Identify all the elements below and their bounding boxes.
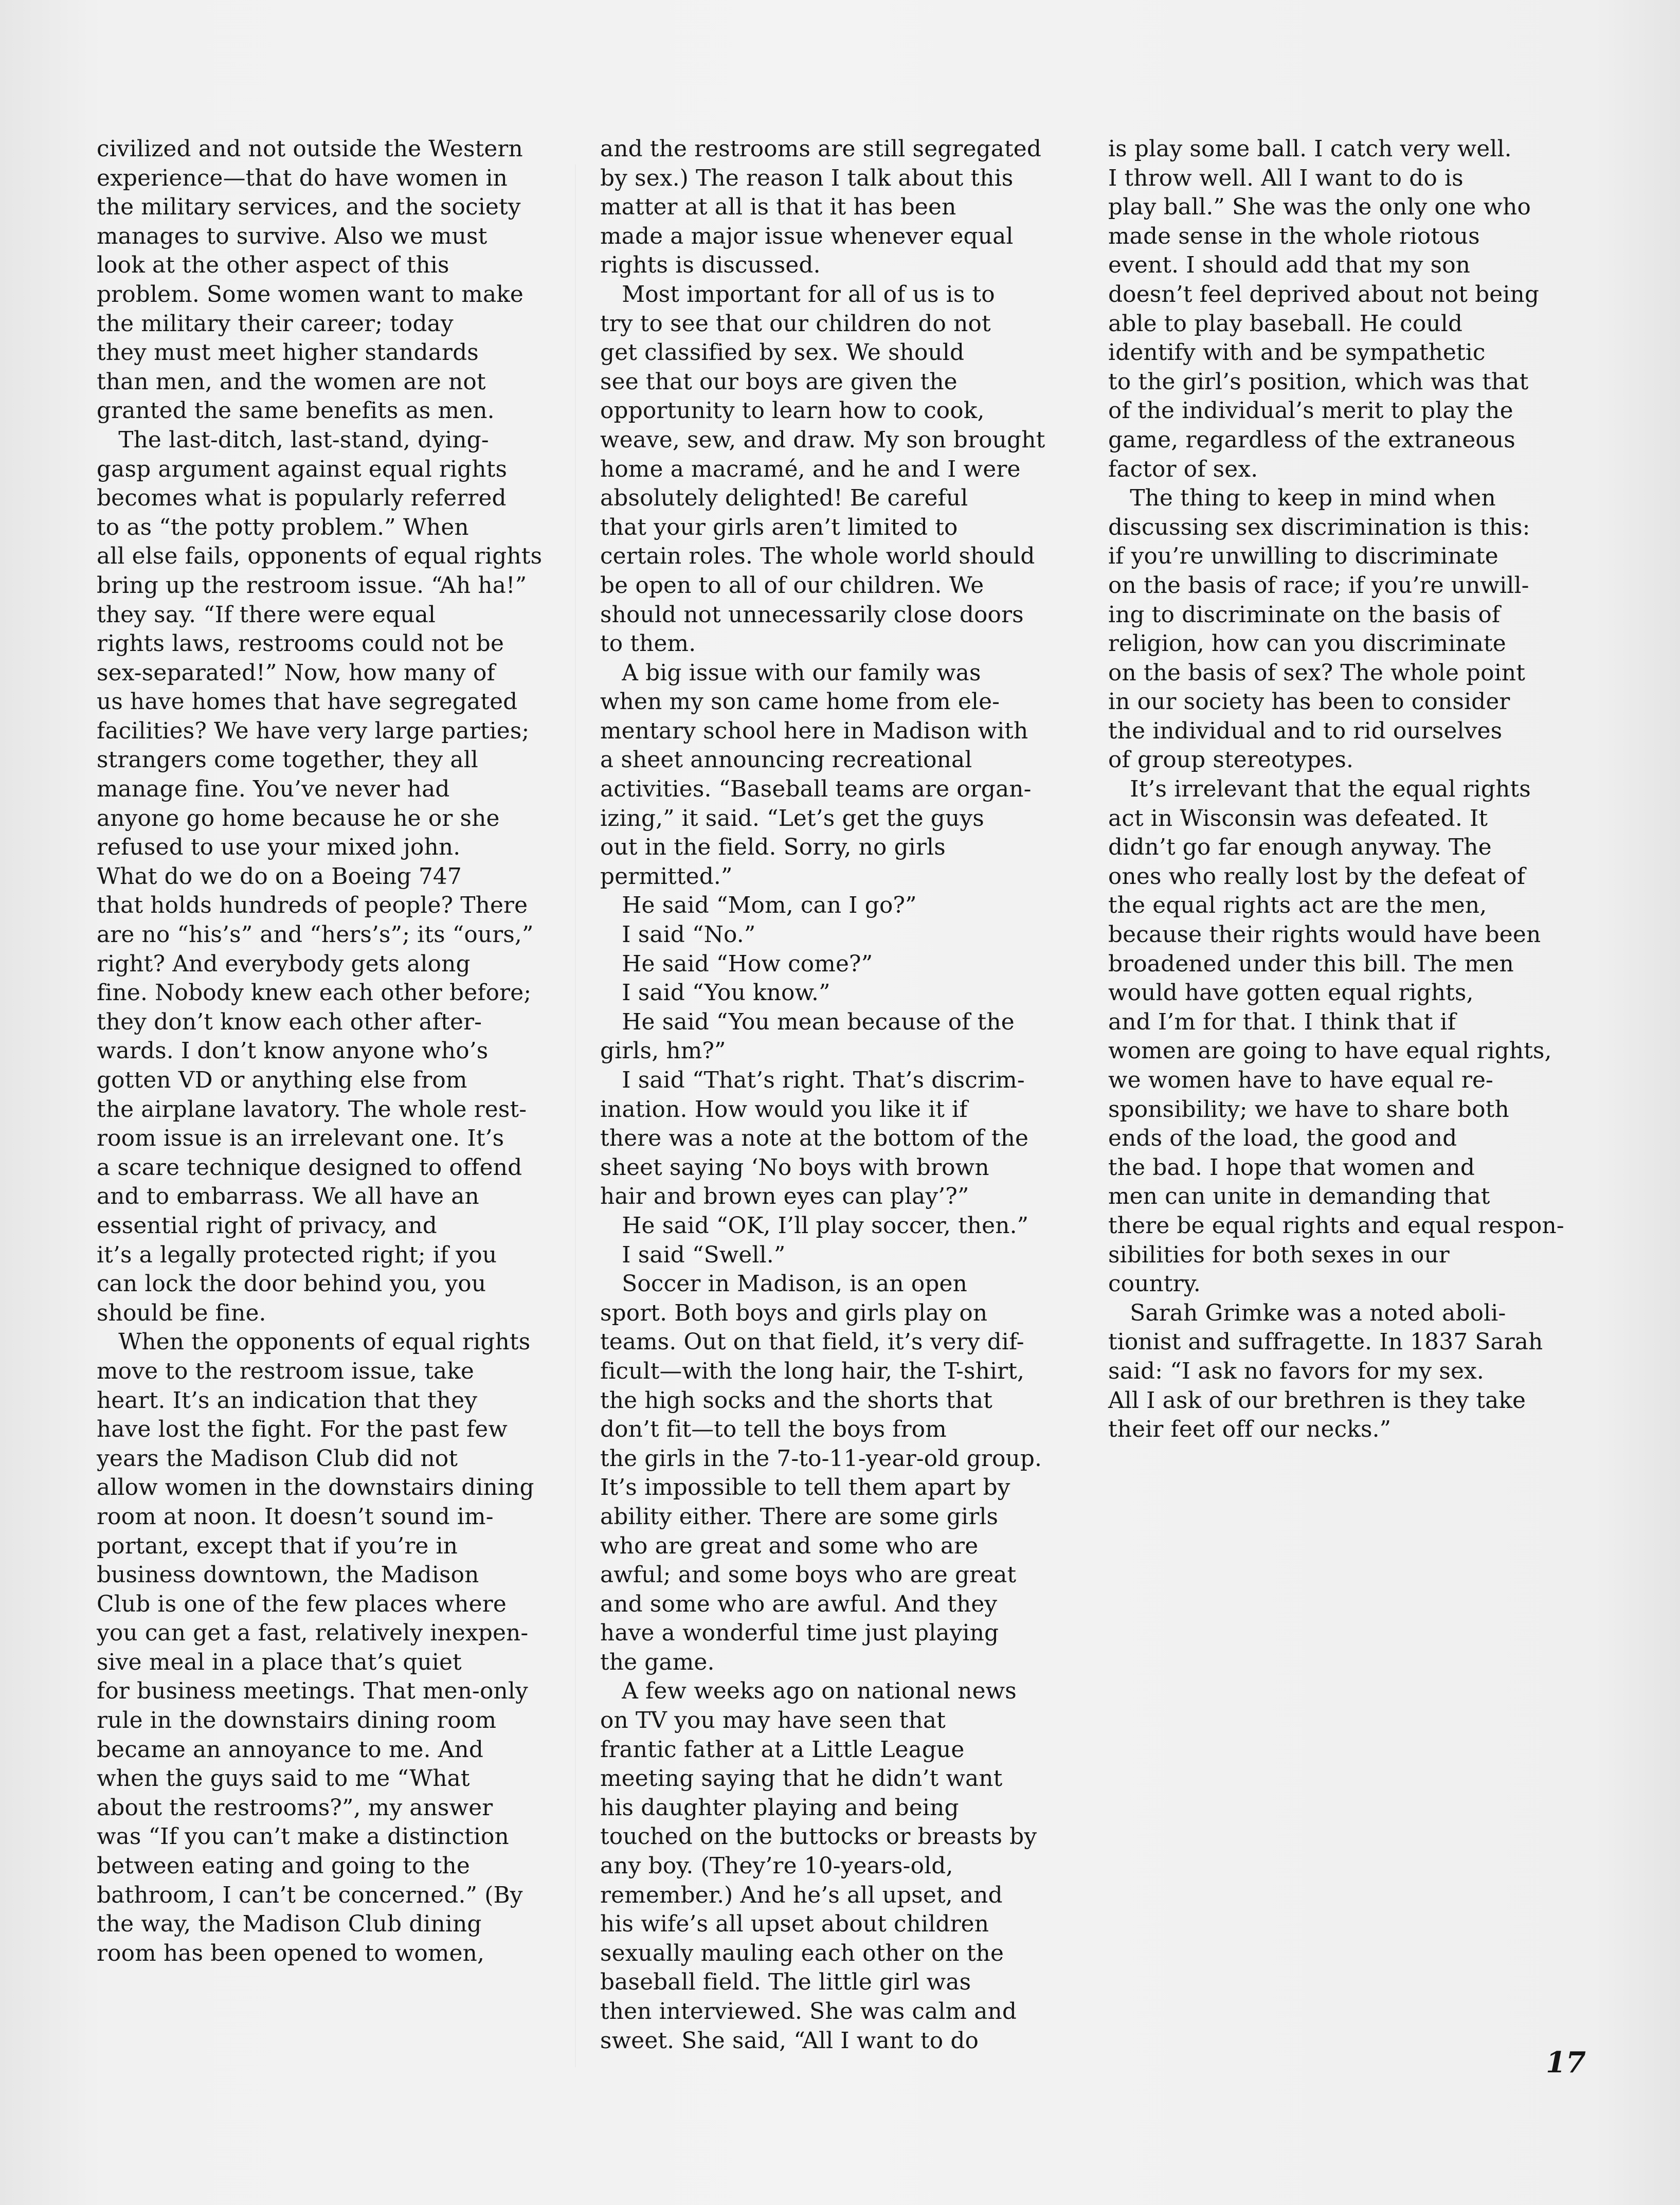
text-line: that holds hundreds of people? There xyxy=(97,892,528,919)
text-line: He said “Mom, can I go?” xyxy=(600,892,917,919)
text-line: weave, sew, and draw. My son brought xyxy=(600,426,1045,453)
text-line: The thing to keep in mind when xyxy=(1108,485,1496,512)
text-line: He said “OK, I’ll play soccer, then.” xyxy=(600,1212,1029,1239)
text-line: doesn’t feel deprived about not being xyxy=(1108,281,1540,308)
text-line: The last-ditch, last-stand, dying- xyxy=(97,426,489,453)
text-line: ing to discriminate on the basis of xyxy=(1108,601,1501,628)
text-line: they say. “If there were equal xyxy=(97,601,436,628)
text-line: A few weeks ago on national news xyxy=(600,1678,1017,1705)
text-line: out in the field. Sorry, no girls xyxy=(600,834,946,861)
text-line: about the restrooms?”, my answer xyxy=(97,1794,493,1821)
text-line: I throw well. All I want to do is xyxy=(1108,165,1464,191)
text-line: his daughter playing and being xyxy=(600,1794,959,1821)
text-line: try to see that our children do not xyxy=(600,310,991,337)
text-line: because their rights would have been xyxy=(1108,921,1541,948)
text-line: sive meal in a place that’s quiet xyxy=(97,1649,462,1675)
text-line: have lost the fight. For the past few xyxy=(97,1416,508,1443)
text-line: ability either. There are some girls xyxy=(600,1503,999,1530)
text-line: we women have to have equal re- xyxy=(1108,1067,1493,1093)
text-line: the equal rights act are the men, xyxy=(1108,892,1487,919)
text-line: act in Wisconsin was defeated. It xyxy=(1108,805,1488,832)
text-line: identify with and be sympathetic xyxy=(1108,339,1486,366)
text-line: business downtown, the Madison xyxy=(97,1562,479,1588)
text-line: experience—that do have women in xyxy=(97,165,508,191)
text-line: factor of sex. xyxy=(1108,456,1258,482)
text-line: facilities? We have very large parties; xyxy=(97,717,530,744)
text-line: When the opponents of equal rights xyxy=(97,1329,531,1355)
text-line: room at noon. It doesn’t sound im- xyxy=(97,1503,494,1530)
text-line: sibilities for both sexes in our xyxy=(1108,1241,1450,1268)
text-line: the high socks and the shorts that xyxy=(600,1387,992,1414)
text-line: their feet off our necks.” xyxy=(1108,1416,1392,1443)
text-line: can lock the door behind you, you xyxy=(97,1271,486,1297)
text-line: room issue is an irrelevant one. It’s xyxy=(97,1125,504,1152)
text-line: us have homes that have segregated xyxy=(97,689,518,715)
text-line: on the basis of race; if you’re unwill- xyxy=(1108,572,1529,599)
text-line: the military services, and the society xyxy=(97,194,521,221)
text-line: the game. xyxy=(600,1649,715,1675)
text-line: it’s a legally protected right; if you xyxy=(97,1241,497,1268)
text-line: was “If you can’t make a distinction xyxy=(97,1823,509,1850)
text-line: you can get a fast, relatively inexpen- xyxy=(97,1620,529,1647)
text-line: made a major issue whenever equal xyxy=(600,223,1014,249)
text-line: Most important for all of us is to xyxy=(600,281,995,308)
text-line: they must meet higher standards xyxy=(97,339,479,366)
text-line: bring up the restroom issue. “Ah ha!” xyxy=(97,572,527,599)
text-line: teams. Out on that field, it’s very dif- xyxy=(600,1329,1024,1355)
text-line: It’s impossible to tell them apart by xyxy=(600,1474,1010,1501)
text-line: refused to use your mixed john. xyxy=(97,834,461,861)
text-line: ficult—with the long hair, the T-shirt, xyxy=(600,1358,1025,1384)
text-line: What do we do on a Boeing 747 xyxy=(97,863,462,890)
text-line: awful; and some boys who are great xyxy=(600,1562,1017,1588)
text-line: is play some ball. I catch very well. xyxy=(1108,136,1512,162)
text-line: allow women in the downstairs dining xyxy=(97,1474,534,1501)
text-line: matter at all is that it has been xyxy=(600,194,956,221)
text-line: of the individual’s merit to play the xyxy=(1108,397,1513,424)
text-line: game, regardless of the extraneous xyxy=(1108,426,1515,453)
text-line: to as “the potty problem.” When xyxy=(97,514,469,540)
text-line: Sarah Grimke was a noted aboli- xyxy=(1108,1299,1506,1326)
text-line: men can unite in demanding that xyxy=(1108,1183,1490,1210)
text-line: sexually mauling each other on the xyxy=(600,1940,1004,1966)
text-line: gasp argument against equal rights xyxy=(97,456,508,482)
text-line: right? And everybody gets along xyxy=(97,950,471,977)
text-line: don’t fit—to tell the boys from xyxy=(600,1416,947,1443)
text-line: izing,” it said. “Let’s get the guys xyxy=(600,805,984,832)
text-column-1 xyxy=(97,135,562,1968)
text-line: look at the other aspect of this xyxy=(97,252,449,279)
text-line: anyone go home because he or she xyxy=(97,805,500,832)
text-line: on the basis of sex? The whole point xyxy=(1108,659,1525,686)
text-line: hair and brown eyes can play’?” xyxy=(600,1183,969,1210)
text-line: in our society has been to consider xyxy=(1108,689,1510,715)
text-line: ones who really lost by the defeat of xyxy=(1108,863,1526,890)
page-number: 17 xyxy=(1546,2046,1586,2080)
text-line: manage fine. You’ve never had xyxy=(97,776,450,803)
text-line: rights is discussed. xyxy=(600,252,821,279)
text-line: a scare technique designed to offend xyxy=(97,1154,522,1181)
text-line: the individual and to rid ourselves xyxy=(1108,717,1503,744)
text-line: Club is one of the few places where xyxy=(97,1591,507,1617)
text-line: when the guys said to me “What xyxy=(97,1765,470,1792)
text-line: I said “That’s right. That’s discrim- xyxy=(600,1067,1025,1093)
gutter-shadow xyxy=(575,165,576,2067)
text-line: years the Madison Club did not xyxy=(97,1445,458,1472)
text-line: that your girls aren’t limited to xyxy=(600,514,958,540)
text-line: who are great and some who are xyxy=(600,1532,979,1559)
text-line: sponsibility; we have to share both xyxy=(1108,1096,1509,1123)
text-line: the way, the Madison Club dining xyxy=(97,1911,482,1938)
text-line: remember.) And he’s all upset, and xyxy=(600,1882,1003,1908)
text-line: sport. Both boys and girls play on xyxy=(600,1299,988,1326)
text-line: He said “You mean because of the xyxy=(600,1008,1015,1035)
text-line: move to the restroom issue, take xyxy=(97,1358,474,1384)
text-line: It’s irrelevant that the equal rights xyxy=(1108,776,1531,803)
text-line: permitted.” xyxy=(600,863,733,890)
text-line: the military their career; today xyxy=(97,310,454,337)
text-line: frantic father at a Little League xyxy=(600,1736,965,1763)
text-line: I said “No.” xyxy=(600,921,756,948)
text-line: women are going to have equal rights, xyxy=(1108,1038,1552,1064)
text-line: ends of the load, the good and xyxy=(1108,1125,1457,1152)
text-line: see that our boys are given the xyxy=(600,368,958,395)
text-line: rule in the downstairs dining room xyxy=(97,1707,497,1734)
text-line: country. xyxy=(1108,1271,1201,1297)
text-line: All I ask of our brethren is they take xyxy=(1108,1387,1526,1414)
text-line: essential right of privacy, and xyxy=(97,1212,437,1239)
text-line: religion, how can you discriminate xyxy=(1108,630,1506,657)
text-line: gotten VD or anything else from xyxy=(97,1067,467,1093)
text-line: play ball.” She was the only one who xyxy=(1108,194,1531,221)
text-line: are no “his’s” and “hers’s”; its “ours,” xyxy=(97,921,534,948)
text-line: would have gotten equal rights, xyxy=(1108,980,1474,1006)
text-line: sheet saying ‘No boys with brown xyxy=(600,1154,989,1181)
text-line: and I’m for that. I think that if xyxy=(1108,1008,1456,1035)
text-line: on TV you may have seen that xyxy=(600,1707,946,1734)
text-line: if you’re unwilling to discriminate xyxy=(1108,543,1498,570)
text-line: said: “I ask no favors for my sex. xyxy=(1108,1358,1484,1384)
text-line: wards. I don’t know anyone who’s xyxy=(97,1038,489,1064)
text-line: girls, hm?” xyxy=(600,1038,726,1064)
text-column-3 xyxy=(1108,135,1574,1444)
text-line: didn’t go far enough anyway. The xyxy=(1108,834,1492,861)
text-line: the bad. I hope that women and xyxy=(1108,1154,1475,1181)
text-line: should be fine. xyxy=(97,1299,266,1326)
text-line: tionist and suffragette. In 1837 Sarah xyxy=(1108,1329,1543,1355)
text-line: activities. “Baseball teams are organ- xyxy=(600,776,1032,803)
text-line: then interviewed. She was calm and xyxy=(600,1998,1017,2025)
text-line: meeting saying that he didn’t want xyxy=(600,1765,1003,1792)
text-line: his wife’s all upset about children xyxy=(600,1911,989,1938)
text-line: a sheet announcing recreational xyxy=(600,747,972,773)
text-line: when my son came home from ele- xyxy=(600,689,1000,715)
text-line: civilized and not outside the Western xyxy=(97,136,523,162)
text-line: becomes what is popularly referred xyxy=(97,485,507,512)
text-line: ination. How would you like it if xyxy=(600,1096,968,1123)
text-line: A big issue with our family was xyxy=(600,659,981,686)
text-line: should not unnecessarily close doors xyxy=(600,601,1024,628)
text-line: strangers come together, they all xyxy=(97,747,478,773)
text-line: for business meetings. That men-only xyxy=(97,1678,528,1705)
text-line: have a wonderful time just playing xyxy=(600,1620,999,1647)
text-line: of group stereotypes. xyxy=(1108,747,1354,773)
text-line: baseball field. The little girl was xyxy=(600,1969,971,1996)
text-line: I said “You know.” xyxy=(600,980,830,1006)
text-line: made sense in the whole riotous xyxy=(1108,223,1480,249)
text-line: all else fails, opponents of equal rights xyxy=(97,543,543,570)
text-line: rights laws, restrooms could not be xyxy=(97,630,504,657)
text-line: manages to survive. Also we must xyxy=(97,223,487,249)
text-column-2 xyxy=(600,135,1065,2055)
text-line: absolutely delighted! Be careful xyxy=(600,485,968,512)
text-line: broadened under this bill. The men xyxy=(1108,950,1514,977)
text-line: portant, except that if you’re in xyxy=(97,1532,458,1559)
text-line: room has been opened to women, xyxy=(97,1940,485,1966)
text-line: Soccer in Madison, is an open xyxy=(600,1271,967,1297)
text-line: the girls in the 7-to-11-year-old group. xyxy=(600,1445,1042,1472)
text-line: and some who are awful. And they xyxy=(600,1591,998,1617)
text-line: to them. xyxy=(600,630,696,657)
text-line: discussing sex discrimination is this: xyxy=(1108,514,1530,540)
text-line: between eating and going to the xyxy=(97,1853,470,1879)
text-line: touched on the buttocks or breasts by xyxy=(600,1823,1037,1850)
text-line: bathroom, I can’t be concerned.” (By xyxy=(97,1882,523,1908)
text-line: sweet. She said, “All I want to do xyxy=(600,2027,979,2054)
text-line: granted the same benefits as men. xyxy=(97,397,495,424)
text-line: heart. It’s an indication that they xyxy=(97,1387,478,1414)
text-line: they don’t know each other after- xyxy=(97,1008,482,1035)
text-line: became an annoyance to me. And xyxy=(97,1736,484,1763)
text-line: I said “Swell.” xyxy=(600,1241,786,1268)
text-line: opportunity to learn how to cook, xyxy=(600,397,985,424)
text-line: and to embarrass. We all have an xyxy=(97,1183,479,1210)
text-line: able to play baseball. He could xyxy=(1108,310,1463,337)
text-line: to the girl’s position, which was that xyxy=(1108,368,1529,395)
text-line: there was a note at the bottom of the xyxy=(600,1125,1029,1152)
text-line: and the restrooms are still segregated xyxy=(600,136,1042,162)
text-line: sex-separated!” Now, how many of xyxy=(97,659,495,686)
text-line: certain roles. The whole world should xyxy=(600,543,1035,570)
text-line: He said “How come?” xyxy=(600,950,873,977)
text-line: the airplane lavatory. The whole rest- xyxy=(97,1096,527,1123)
text-line: mentary school here in Madison with xyxy=(600,717,1028,744)
text-line: problem. Some women want to make xyxy=(97,281,523,308)
text-line: home a macramé, and he and I were xyxy=(600,456,1021,482)
text-line: by sex.) The reason I talk about this xyxy=(600,165,1014,191)
text-line: event. I should add that my son xyxy=(1108,252,1471,279)
text-line: there be equal rights and equal respon- xyxy=(1108,1212,1564,1239)
text-line: than men, and the women are not xyxy=(97,368,486,395)
text-line: be open to all of our children. We xyxy=(600,572,984,599)
text-line: any boy. (They’re 10-years-old, xyxy=(600,1853,953,1879)
text-line: get classified by sex. We should xyxy=(600,339,965,366)
text-line: fine. Nobody knew each other before; xyxy=(97,980,532,1006)
